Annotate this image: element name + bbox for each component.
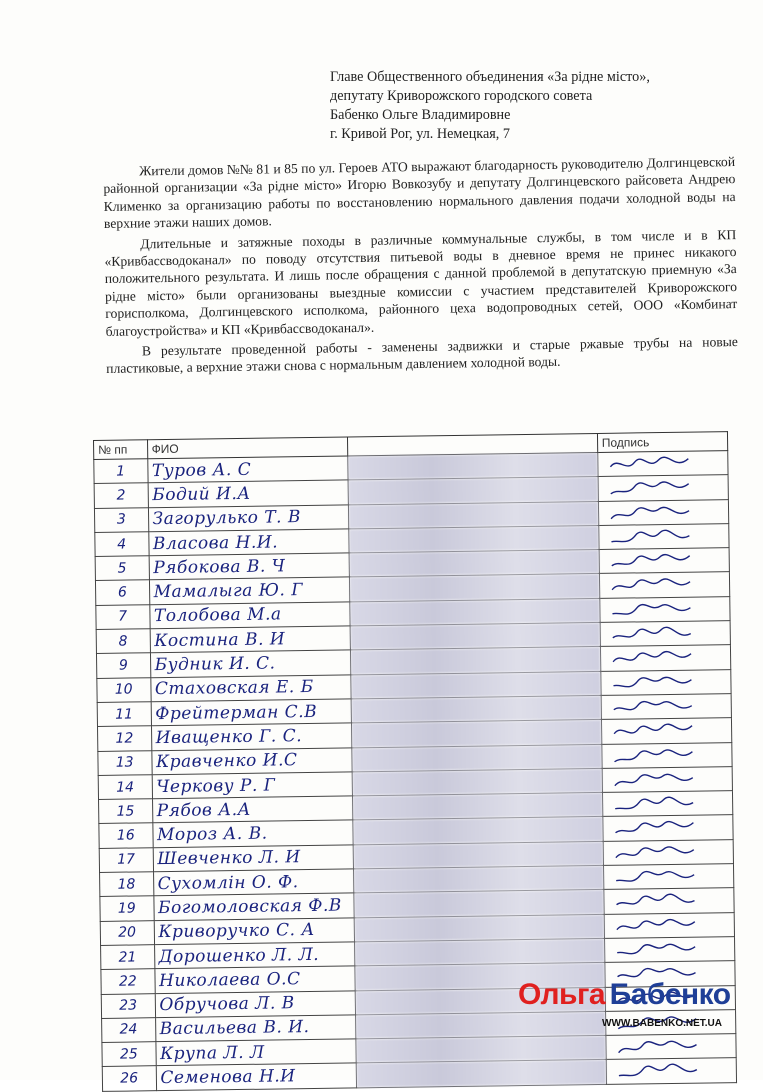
signature-scribble-icon (612, 745, 702, 766)
row-redacted-address (351, 623, 601, 651)
row-signature (600, 621, 731, 647)
signature-scribble-icon (608, 478, 698, 499)
row-number: 25 (102, 1042, 156, 1067)
signature-scribble-icon (615, 939, 705, 960)
signature-scribble-icon (610, 624, 700, 645)
row-number: 4 (95, 532, 149, 557)
addressee-line-4: г. Кривой Рог, ул. Немецкая, 7 (330, 126, 510, 142)
row-number: 17 (99, 847, 153, 872)
row-number: 6 (95, 580, 149, 605)
row-redacted-address (353, 768, 603, 796)
row-redacted-address (354, 890, 604, 918)
row-redacted-address (348, 452, 598, 480)
row-fio: Иващенко Г. С. (151, 723, 352, 750)
addressee-line-2: депутату Криворожского городского совета (330, 88, 593, 104)
watermark-url: WWW.BABENKO.NET.UA (602, 1018, 722, 1029)
signature-scribble-icon (614, 891, 704, 912)
row-redacted-address (349, 501, 599, 529)
row-number: 18 (100, 872, 154, 897)
signature-scribble-icon (609, 526, 699, 547)
row-number: 15 (99, 799, 153, 824)
signature-scribble-icon (613, 818, 703, 839)
row-number: 12 (98, 726, 152, 751)
row-redacted-address (350, 598, 600, 626)
row-signature (598, 475, 729, 501)
watermark-last-name: Бабенко (609, 978, 731, 1011)
row-signature (602, 766, 733, 792)
row-redacted-address (349, 550, 599, 578)
row-fio: Черкову Р. Г (152, 772, 353, 799)
row-signature (603, 839, 734, 865)
paragraph-2: Длительные и затяжные походы в различные коммунальные службы, в том числе и в КП «Кривбассводоканал» по поводу отсутствия питьевой воды в дневное время не принес никакого положительного результата. И лишь после обращения с данной проблемой в депутатскую приемную «За рідне місто» были организованы выездные комиссии с участием представителей Криворожского горисполкома, Долгинцевского исполкома, районного цеха водопроводных сетей, ООО «Комбинат благоустройства» и КП «Кривбассводоканал». (104, 226, 738, 339)
row-number: 1 (94, 459, 148, 484)
row-fio: Мороз А. В. (152, 820, 353, 847)
signature-scribble-icon (610, 575, 700, 596)
row-signature (599, 548, 730, 574)
row-redacted-address (354, 865, 604, 893)
row-number: 14 (98, 775, 152, 800)
signature-scribble-icon (612, 769, 702, 790)
row-signature (602, 791, 733, 817)
signature-scribble-icon (614, 867, 704, 888)
row-number: 20 (100, 920, 154, 945)
signature-scribble-icon (611, 672, 701, 693)
signature-scribble-icon (609, 502, 699, 523)
signature-scribble-icon (608, 454, 698, 475)
row-fio: Сухомлін О. Ф. (153, 869, 354, 896)
row-fio: Костина В. И (150, 626, 351, 653)
signature-scribble-icon (610, 599, 700, 620)
row-number: 11 (97, 702, 151, 727)
row-fio: Кравченко И.С (151, 747, 352, 774)
row-fio: Васильева В. И. (155, 1015, 356, 1042)
row-redacted-address (353, 793, 603, 821)
row-redacted-address (351, 671, 601, 699)
row-number: 16 (99, 823, 153, 848)
row-fio: Толобова М.а (149, 602, 350, 629)
signature-scribble-icon (614, 915, 704, 936)
signature-scribble-icon (613, 794, 703, 815)
row-redacted-address (351, 647, 601, 675)
row-signature (606, 1058, 737, 1084)
row-fio: Рябов А.А (152, 796, 353, 823)
row-fio: Шевченко Л. И (153, 845, 354, 872)
header-num: № пп (94, 440, 148, 460)
row-number: 7 (96, 605, 150, 630)
paragraph-3: В результате проведенной работы - заменены задвижки и старые ржавые трубы на новые пластиковые, а верхние этажи снова с нормальным давлением холодной воды. (106, 334, 739, 377)
row-signature (600, 645, 731, 671)
signature-scribble-icon (616, 1037, 706, 1058)
signature-scribble-icon (609, 551, 699, 572)
row-redacted-address (356, 1011, 606, 1039)
row-redacted-address (348, 477, 598, 505)
paragraph-1: Жители домов №№ 81 и 85 по ул. Героев АТО выражают благодарность руководителю Долгинцевской районной организации «За рідне місто» Игорю Вовкозубу и депутату Долгинцевского райсовета Андрею Клименко за организацию работы по восстановлению нормального давления подачи холодной воды на верхние этажи наших домов. (103, 154, 736, 232)
watermark-logo (518, 978, 731, 1029)
row-fio: Богомоловская Ф.В (153, 893, 354, 920)
row-fio: Власова Н.И. (148, 529, 349, 556)
row-redacted-address (355, 914, 605, 942)
row-number: 5 (95, 556, 149, 581)
row-fio: Загорулько Т. В (148, 505, 349, 532)
row-redacted-address (353, 817, 603, 845)
row-redacted-address (357, 1060, 607, 1088)
row-number: 24 (102, 1018, 156, 1043)
row-signature (601, 718, 732, 744)
row-fio: Рябокова В. Ч (149, 553, 350, 580)
row-number: 22 (101, 969, 155, 994)
row-number: 21 (101, 945, 155, 970)
row-number: 26 (102, 1066, 156, 1091)
row-signature (603, 864, 734, 890)
row-redacted-address (350, 574, 600, 602)
row-redacted-address (356, 1036, 606, 1064)
row-signature (604, 888, 735, 914)
row-redacted-address (352, 720, 602, 748)
row-signature (606, 1034, 737, 1060)
row-fio: Обручова Л. В (155, 990, 356, 1017)
row-signature (604, 912, 735, 938)
row-signature (598, 499, 729, 525)
signature-scribble-icon (611, 648, 701, 669)
row-redacted-address (354, 841, 604, 869)
signature-table-wrap (93, 431, 737, 1089)
addressee-line-1: Главе Общественного объединения «За рідне місто», (330, 69, 650, 85)
row-fio: Криворучко С. А (154, 918, 355, 945)
row-number: 23 (101, 993, 155, 1018)
row-redacted-address (349, 525, 599, 553)
row-fio: Мамалыга Ю. Г (149, 577, 350, 604)
row-number: 13 (98, 750, 152, 775)
row-signature (600, 596, 731, 622)
row-number: 10 (97, 677, 151, 702)
row-signature (602, 742, 733, 768)
row-signature (601, 694, 732, 720)
header-fio: ФИО (147, 437, 348, 459)
letter-body (103, 153, 738, 381)
row-fio: Николаева О.С (154, 966, 355, 993)
row-number: 2 (94, 483, 148, 508)
row-number: 19 (100, 896, 154, 921)
row-redacted-address (355, 938, 605, 966)
signature-scribble-icon (612, 721, 702, 742)
signature-scribble-icon (611, 696, 701, 717)
row-signature (603, 815, 734, 841)
row-signature (598, 524, 729, 550)
addressee-line-3: Бабенко Ольге Владимировне (330, 107, 511, 123)
row-redacted-address (352, 744, 602, 772)
row-number: 8 (96, 629, 150, 654)
row-fio: Фрейтерман С.В (151, 699, 352, 726)
row-fio: Дорошенко Л. Л. (154, 942, 355, 969)
row-fio: Будник И. С. (150, 650, 351, 677)
signature-scribble-icon (613, 842, 703, 863)
row-fio: Крупа Л. Л (155, 1039, 356, 1066)
row-fio: Семенова Н.И (156, 1063, 357, 1090)
row-number: 3 (94, 507, 148, 532)
watermark-first-name: Ольга (518, 978, 606, 1011)
addressee-block (330, 68, 650, 144)
row-signature (599, 572, 730, 598)
row-fio: Бодий И.А (148, 480, 349, 507)
row-signature (601, 669, 732, 695)
row-fio: Стаховская Е. Б (150, 675, 351, 702)
row-number: 9 (96, 653, 150, 678)
row-fio: Туров А. С (147, 456, 348, 483)
header-signature: Подпись (597, 432, 728, 453)
signature-scribble-icon (616, 1061, 706, 1082)
row-signature (604, 937, 735, 963)
row-redacted-address (352, 695, 602, 723)
row-signature (597, 451, 728, 477)
